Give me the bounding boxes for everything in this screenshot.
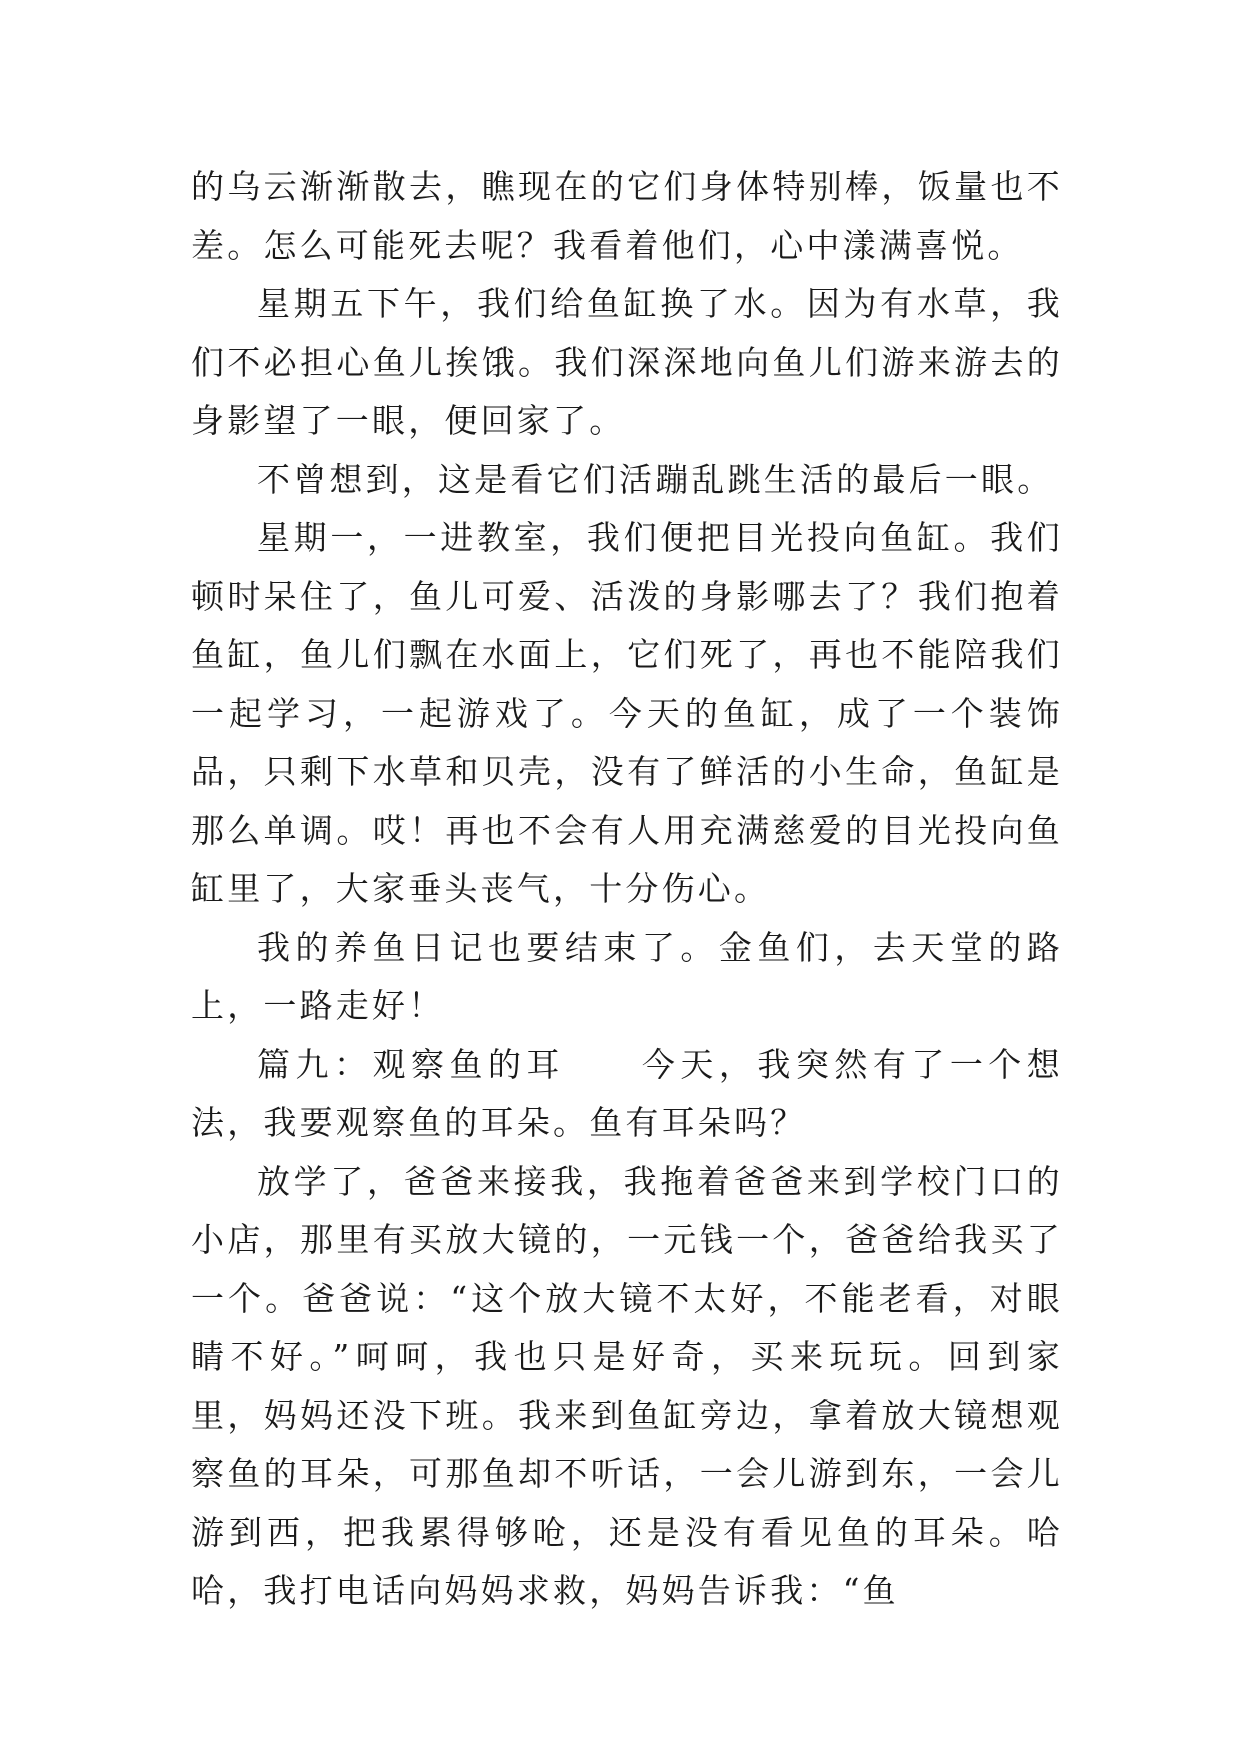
paragraph-continued: 的乌云渐渐散去，瞧现在的它们身体特别棒，饭量也不差。怎么可能死去呢？我看着他们，心中漾满喜悦。 [191, 167, 1063, 265]
paragraph-magnifier: 放学了，爸爸来接我，我拖着爸爸来到学校门口的小店，那里有买放大镜的，一元钱一个，爸爸给我买了一个。爸爸说：“这个放大镜不太好，不能老看，对眼睛不好。”呵呵，我也只是好奇，买来玩玩。回到家里，妈妈还没下班。我来到鱼缸旁边，拿着放大镜想观察鱼的耳朵，可那鱼却不听话，一会儿游到东，一会儿游到西，把我累得够呛，还是没有看见鱼的耳朵。哈哈，我打电话向妈妈求救，妈妈告诉我：“鱼 [191, 1161, 1063, 1610]
paragraph-last-look: 不曾想到，这是看它们活蹦乱跳生活的最后一眼。 [257, 459, 1054, 499]
paragraph-chapter-nine: 篇九：观察鱼的耳 今天，我突然有了一个想法，我要观察鱼的耳朵。鱼有耳朵吗？ [191, 1044, 1063, 1142]
paragraph-friday: 星期五下午，我们给鱼缸换了水。因为有水草，我们不必担心鱼儿挨饿。我们深深地向鱼儿们游来游去的身影望了一眼，便回家了。 [191, 284, 1063, 440]
body-text [191, 158, 1063, 1621]
paragraph-diary-end: 我的养鱼日记也要结束了。金鱼们，去天堂的路上，一路走好！ [191, 927, 1063, 1025]
paragraph-monday: 星期一，一进教室，我们便把目光投向鱼缸。我们顿时呆住了，鱼儿可爱、活泼的身影哪去了？我们抱着鱼缸，鱼儿们飘在水面上，它们死了，再也不能陪我们一起学习，一起游戏了。今天的鱼缸，成了一个装饰品，只剩下水草和贝壳，没有了鲜活的小生命，鱼缸是那么单调。哎！再也不会有人用充满慈爱的目光投向鱼缸里了，大家垂头丧气，十分伤心。 [191, 518, 1063, 908]
